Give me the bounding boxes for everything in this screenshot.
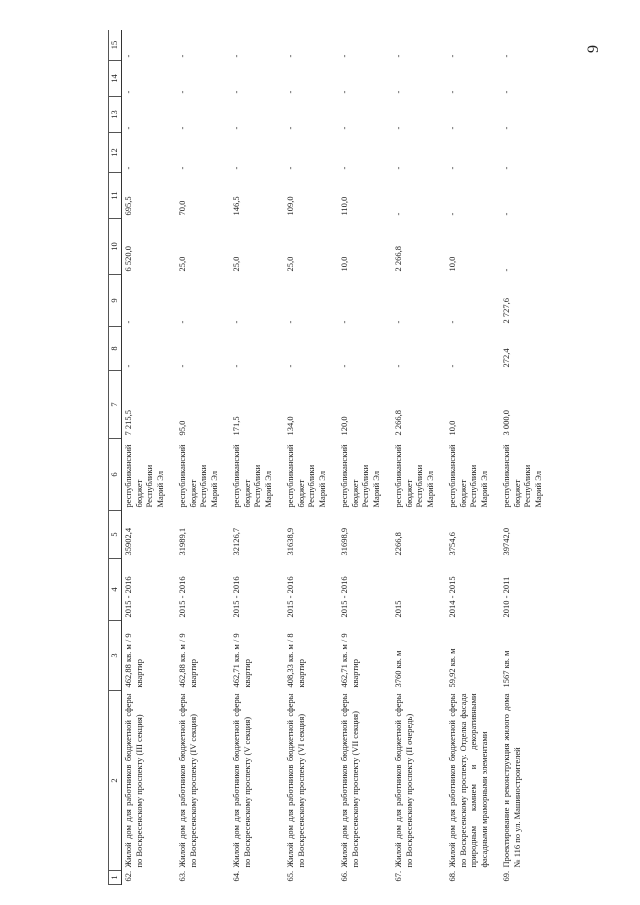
col-12-value: - — [339, 166, 349, 170]
capacity: 462,71 кв. м / 9 квартир — [231, 633, 252, 688]
table-row — [392, 30, 446, 885]
col-12-value: - — [177, 166, 187, 170]
col-13-value: - — [123, 126, 133, 130]
col-8-value: - — [393, 364, 403, 368]
period: 2015 - 2016 — [285, 576, 295, 618]
col-header-5: 5 — [109, 511, 122, 559]
table-row — [176, 30, 230, 885]
col-14-value: - — [501, 90, 511, 94]
col-header-8: 8 — [109, 327, 122, 371]
object-name: Проектирование и реконструкция жилого дома № 116 по ул. Машиностроителей — [501, 693, 522, 868]
object-name: Жилой дом для работников бюджетной сферы по Воскресенскому проспекту (VI секция) — [285, 693, 306, 868]
capacity: 462,88 кв. м / 9 квартир — [177, 633, 198, 688]
estimated-cost: 35902,4 — [123, 527, 133, 556]
total-amount: 7 215,5 — [123, 410, 133, 436]
total-amount: 2 266,8 — [393, 410, 403, 436]
col-13-value: - — [231, 126, 241, 130]
col-15-value: - — [501, 54, 511, 58]
col-header-2: 2 — [109, 691, 122, 871]
table-rotator — [108, 30, 588, 885]
total-amount: 134,0 — [285, 416, 295, 436]
col-11-value: 70,0 — [177, 200, 187, 216]
col-9-value: - — [123, 320, 133, 324]
col-header-1: 1 — [109, 871, 122, 885]
col-header-14: 14 — [109, 61, 122, 97]
col-10-value: 25,0 — [285, 256, 295, 272]
col-12-value: - — [393, 166, 403, 170]
col-8-value: - — [339, 364, 349, 368]
col-9-value: 2 727,6 — [501, 298, 511, 324]
funding-source: республиканский бюджет Республики Марий Эл — [231, 444, 273, 508]
col-11-value: - — [501, 212, 511, 216]
col-9-value: - — [447, 320, 457, 324]
col-12-value: - — [501, 166, 511, 170]
period: 2014 - 2015 — [447, 576, 457, 618]
col-9-value: - — [285, 320, 295, 324]
col-13-value: - — [447, 126, 457, 130]
page-number: 9 — [585, 45, 602, 53]
row-number: 68. — [447, 870, 457, 882]
col-9-value: - — [231, 320, 241, 324]
col-13-value: - — [393, 126, 403, 130]
col-15-value: - — [447, 54, 457, 58]
estimated-cost: 39742,0 — [501, 527, 511, 556]
col-14-value: - — [177, 90, 187, 94]
col-8-value: - — [285, 364, 295, 368]
row-number: 62. — [123, 870, 133, 882]
object-name: Жилой дом для работников бюджетной сферы по Воскресенскому проспекту (VII секция) — [339, 693, 360, 868]
col-15-value: - — [285, 54, 295, 58]
col-11-value: - — [393, 212, 403, 216]
col-11-value: 695,5 — [123, 196, 133, 216]
col-11-value: 109,0 — [285, 196, 295, 216]
col-header-9: 9 — [109, 275, 122, 327]
col-12-value: - — [447, 166, 457, 170]
col-13-value: - — [285, 126, 295, 130]
capacity: 59,92 кв. м — [447, 648, 457, 688]
col-15-value: - — [339, 54, 349, 58]
funding-source: республиканский бюджет Республики Марий Эл — [393, 444, 435, 508]
row-number: 66. — [339, 870, 349, 882]
col-15-value: - — [123, 54, 133, 58]
object-name: Жилой дом для работников бюджетной сферы по Воскресенскому проспекту (II очередь) — [393, 693, 414, 868]
col-header-10: 10 — [109, 219, 122, 275]
capacity: 462,88 кв. м / 9 квартир — [123, 633, 144, 688]
col-10-value: 10,0 — [447, 256, 457, 272]
table-row — [284, 30, 338, 885]
table-row — [500, 30, 554, 885]
col-header-4: 4 — [109, 559, 122, 621]
capacity: 462,71 кв. м / 9 квартир — [339, 633, 360, 688]
estimated-cost: 31989,1 — [177, 527, 187, 556]
period: 2015 - 2016 — [339, 576, 349, 618]
col-header-3: 3 — [109, 621, 122, 691]
col-14-value: - — [231, 90, 241, 94]
col-header-6: 6 — [109, 439, 122, 511]
total-amount: 10,0 — [447, 420, 457, 436]
row-number: 69. — [501, 870, 511, 882]
total-amount: 95,0 — [177, 420, 187, 436]
object-name: Жилой дом для работников бюджетной сферы по Воскресенскому проспекту (IV секция) — [177, 693, 198, 868]
col-10-value: 25,0 — [231, 256, 241, 272]
col-9-value: - — [393, 320, 403, 324]
col-header-7: 7 — [109, 371, 122, 439]
col-header-15: 15 — [109, 30, 122, 61]
funding-source: республиканский бюджет Республики Марий Эл — [123, 444, 165, 508]
col-10-value: 6 520,0 — [123, 246, 133, 272]
funding-source: республиканский бюджет Республики Марий Эл — [285, 444, 327, 508]
estimated-cost: 3754,6 — [447, 532, 457, 556]
construction-table — [108, 30, 554, 885]
col-13-value: - — [177, 126, 187, 130]
col-8-value: - — [123, 364, 133, 368]
funding-source: республиканский бюджет Республики Марий Эл — [177, 444, 219, 508]
estimated-cost: 32126,7 — [231, 527, 241, 556]
col-8-value: - — [231, 364, 241, 368]
col-14-value: - — [339, 90, 349, 94]
col-header-12: 12 — [109, 133, 122, 173]
row-number: 65. — [285, 870, 295, 882]
period: 2015 - 2016 — [177, 576, 187, 618]
capacity: 1567 кв. м — [501, 650, 511, 688]
period: 2015 - 2016 — [123, 576, 133, 618]
col-11-value: 146,5 — [231, 196, 241, 216]
col-14-value: - — [123, 90, 133, 94]
col-15-value: - — [393, 54, 403, 58]
estimated-cost: 31698,9 — [339, 527, 349, 556]
period: 2010 - 2011 — [501, 576, 511, 618]
table-row — [230, 30, 284, 885]
funding-source: республиканский бюджет Республики Марий Эл — [339, 444, 381, 508]
col-9-value: - — [177, 320, 187, 324]
col-14-value: - — [393, 90, 403, 94]
rotated-table-sheet — [108, 30, 588, 885]
col-12-value: - — [285, 166, 295, 170]
object-name: Жилой дом для работников бюджетной сферы по Воскресенскому проспекту (V секция) — [231, 693, 252, 868]
col-10-value: 10,0 — [339, 256, 349, 272]
total-amount: 120,0 — [339, 416, 349, 436]
period: 2015 - 2016 — [231, 576, 241, 618]
col-12-value: - — [231, 166, 241, 170]
col-header-13: 13 — [109, 97, 122, 133]
col-8-value: 272,4 — [501, 348, 511, 368]
col-14-value: - — [447, 90, 457, 94]
col-14-value: - — [285, 90, 295, 94]
col-12-value: - — [123, 166, 133, 170]
col-10-value: - — [501, 268, 511, 272]
capacity: 3760 кв. м — [393, 650, 403, 688]
row-number: 67. — [393, 870, 403, 882]
total-amount: 171,5 — [231, 416, 241, 436]
col-15-value: - — [231, 54, 241, 58]
col-8-value: - — [447, 364, 457, 368]
estimated-cost: 31638,9 — [285, 527, 295, 556]
object-name: Жилой дом для работников бюджетной сферы по Воскресенскому проспекту. Отделка фасада природным камнем и декоративными фасадными мраморными элементами — [447, 693, 489, 868]
capacity: 408,33 кв. м / 8 квартир — [285, 633, 306, 688]
row-number: 63. — [177, 870, 187, 882]
table-row — [338, 30, 392, 885]
col-10-value: 2 266,8 — [393, 246, 403, 272]
funding-source: республиканский бюджет Республики Марий Эл — [501, 444, 543, 508]
estimated-cost: 2266,8 — [393, 532, 403, 556]
object-name: Жилой дом для работников бюджетной сферы по Воскресенскому проспекту (III секция) — [123, 693, 144, 868]
total-amount: 3 000,0 — [501, 410, 511, 436]
period: 2015 — [393, 600, 403, 618]
col-13-value: - — [501, 126, 511, 130]
col-9-value: - — [339, 320, 349, 324]
funding-source: республиканский бюджет Республики Марий Эл — [447, 444, 489, 508]
col-10-value: 25,0 — [177, 256, 187, 272]
column-number-row — [109, 30, 122, 885]
col-11-value: - — [447, 212, 457, 216]
col-header-11: 11 — [109, 173, 122, 219]
col-11-value: 110,0 — [339, 196, 349, 216]
col-13-value: - — [339, 126, 349, 130]
table-row — [122, 30, 177, 885]
col-15-value: - — [177, 54, 187, 58]
row-number: 64. — [231, 870, 241, 882]
table-row — [446, 30, 500, 885]
col-8-value: - — [177, 364, 187, 368]
